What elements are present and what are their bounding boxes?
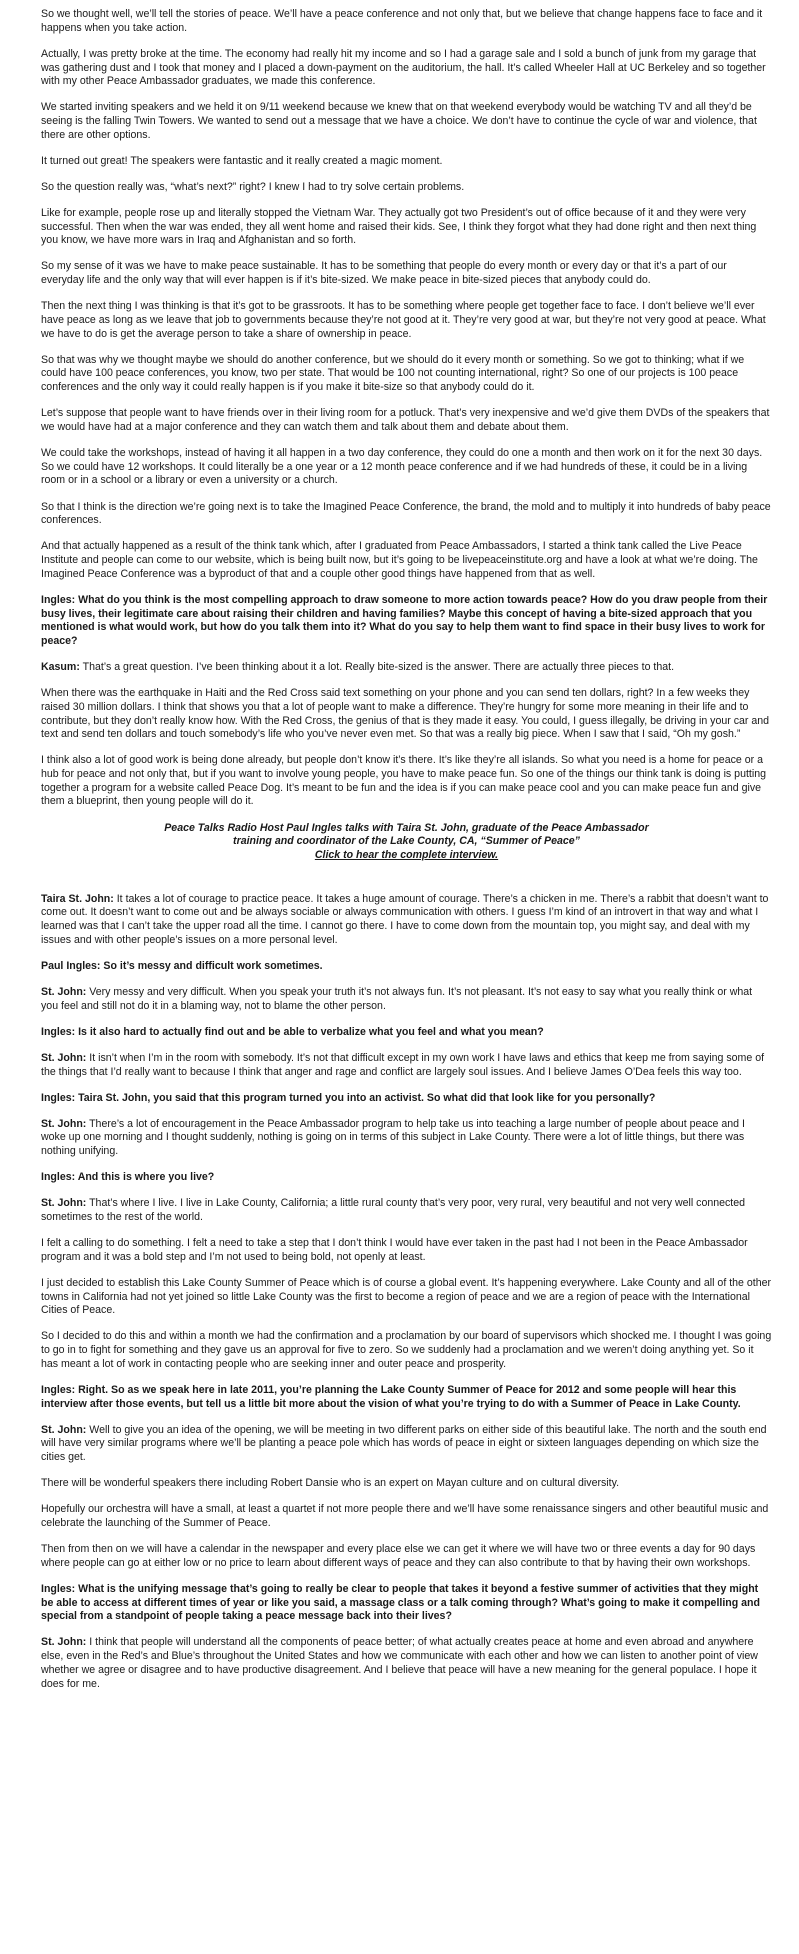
body-paragraph: So that I think is the direction we’re going next is to take the Imagined Peace Conference, the brand, the mold and to multiply it into hundreds of baby peace conferences. bbox=[41, 500, 771, 527]
answer-text: Then from then on we will have a calendar in the newspaper and every place else we can get it where we will have two or three events a day for 90 days where people can go at either low or no price to learn about different ways of peace and they can also contribute to that by having their own workshops. bbox=[41, 1543, 756, 1569]
caption-line-1: Peace Talks Radio Host Paul Ingles talks with Taira St. John, graduate of the Peace Ambassador bbox=[164, 821, 649, 834]
interviewer-question: Ingles: Taira St. John, you said that this program turned you into an activist. So what did that look like for you personally? bbox=[41, 1091, 656, 1104]
narrative-section bbox=[41, 8, 772, 581]
answer-paragraph bbox=[41, 986, 772, 1013]
speaker-label: St. John: bbox=[41, 1117, 87, 1130]
interview-caption bbox=[41, 822, 772, 863]
caption-line-2: training and coordinator of the Lake County, CA, “Summer of Peace” bbox=[233, 835, 580, 848]
interviewer-question: Ingles: What do you think is the most compelling approach to draw someone to more action towards peace? How do you draw people from their busy lives, their legitimate care about raising their children and having families? Maybe this concept of having a bite-sized approach that you mentioned is what would work, but how do you talk them into it? What do you say to help them want to find space in their busy lives to work for peace? bbox=[41, 593, 768, 647]
speaker-label: St. John: bbox=[41, 985, 87, 998]
speaker-label: St. John: bbox=[41, 1423, 87, 1436]
complete-interview-link[interactable]: Click to hear the complete interview. bbox=[314, 848, 499, 861]
answer-paragraph bbox=[41, 1197, 772, 1224]
answer-paragraph bbox=[41, 1237, 772, 1264]
answer-text: It isn’t when I’m in the room with somebody. It’s not that difficult except in my own work I have laws and ethics that keep me from saying some of the things that I’d really want to because I think that anger and rage and conflict are largely soul issues. And I believe James O’Dea feels this way too. bbox=[41, 1051, 765, 1078]
interviewer-question: Paul Ingles: So it’s messy and difficult work sometimes. bbox=[41, 959, 323, 972]
answer-text: That’s where I live. I live in Lake County, California; a little rural county that’s very poor, very rural, very beautiful and not very well connected sometimes to the rest of the world. bbox=[41, 1197, 746, 1224]
answer-paragraph bbox=[41, 1277, 772, 1318]
answer-text: I felt a calling to do something. I felt a need to take a step that I don’t think I would have ever taken in the past had I not been in the Peace Ambassador program and it was a bold step and I’m not used to being bold, not openly at least. bbox=[41, 1237, 748, 1263]
interviewer-question: Ingles: And this is where you live? bbox=[41, 1171, 215, 1184]
interviewer-question: Ingles: Right. So as we speak here in late 2011, you’re planning the Lake County Summer of Peace for 2012 and some people will hear this interview after those events, but tell us a little bit more about the vision of what you’re trying to do with a Summer of Peace in Lake County. bbox=[41, 1383, 741, 1410]
answer-text: I just decided to establish this Lake County Summer of Peace which is of course a global event. It’s happening everywhere. Lake County and all of the other towns in California had not yet joined so little Lake County was the first to become a region of peace and we are a region of peace with the International Cities of Peace. bbox=[41, 1276, 772, 1317]
speaker-label: St. John: bbox=[41, 1636, 87, 1649]
body-paragraph: We could take the workshops, instead of having it all happen in a two day conference, they could do one a month and then work on it for the next 30 days. So we could have 12 workshops. It could literally be a one year or a 12 month peace conference and if we had hundreds of these, it could be in a living room or in a school or a library or even a university or a church. bbox=[41, 447, 763, 487]
answer-text: Hopefully our orchestra will have a small, at least a quartet if not more people there and we’ll have some renaissance singers and other beautiful music and celebrate the launching of the Summer of Peace. bbox=[41, 1503, 769, 1530]
answer-text: There will be wonderful speakers there including Robert Dansie who is an expert on Mayan culture and on cultural diversity. bbox=[41, 1477, 620, 1490]
article-body bbox=[41, 0, 772, 1691]
answer-text: It takes a lot of courage to practice peace. It takes a huge amount of courage. There’s a chicken in me. There’s a rabbit that doesn’t want to come out. It doesn’t want to come out and be always sociable or always communication with others. I guess I’m kind of an introvert in that way and what I learned was that I can’t take the upper road all the time. I cannot go there. I have to come down from the mountain top, you might say, and deal with my issues and with other people’s issues on a more personal level. bbox=[41, 892, 769, 946]
body-paragraph: So the question really was, “what’s next?” right? I knew I had to try solve certain problems. bbox=[41, 180, 465, 193]
answer-paragraph bbox=[41, 1118, 772, 1159]
body-paragraph: It turned out great! The speakers were fantastic and it really created a magic moment. bbox=[41, 154, 443, 167]
body-paragraph: Actually, I was pretty broke at the time. The economy had really hit my income and so I had a garage sale and I sold a bunch of junk from my garage that was gathering dust and I took that money and I placed a down-payment on the auditorium, the hall. It’s called Wheeler Hall at UC Berkeley and so together with my other Peace Ambassador graduates, we made this conference. bbox=[41, 47, 766, 88]
speaker-label: Kasum: bbox=[41, 661, 80, 674]
body-paragraph: So my sense of it was we have to make peace sustainable. It has to be something that people do every month or every day or that it’s a part of our everyday life and the only way that will ever happen is if it’s bite-sized. We make peace in bite-sized pieces that anybody could do. bbox=[41, 260, 727, 287]
answer-paragraph bbox=[41, 661, 772, 675]
body-paragraph: When there was the earthquake in Haiti and the Red Cross said text something on your phone and you can send ten dollars, right? In a few weeks they raised 30 million dollars. I think that shows you that a lot of people want to make a difference. They’re hungry for some more meaning in their life and to contribute, but they don’t really know how. With the Red Cross, the genius of that is they made it easy. You could, I guess illegally, be driving in your car and text and send ten dollars and touch somebody’s life who you’ve never even met. So that was a really big piece. When I saw that I said, “Oh my gosh.” bbox=[41, 687, 770, 741]
answer-text: Well to give you an idea of the opening, we will be meeting in two different parks on either side of this beautiful lake. The north and the south end will have very similar programs where we’ll be planting a peace pole which has words of peace in eight or sixteen languages depending on which size the cities get. bbox=[41, 1423, 767, 1464]
answer-paragraph bbox=[41, 1424, 772, 1465]
answer-paragraph bbox=[41, 1052, 772, 1079]
body-paragraph: So we thought well, we’ll tell the stories of peace. We’ll have a peace conference and not only that, but we believe that change happens face to face and it happens when you take action. bbox=[41, 8, 763, 34]
answer-text: Very messy and very difficult. When you speak your truth it’s not always fun. It’s not pleasant. It’s not easy to say what you really think or what you feel and still not do it in a blaming way, not to blame the other person. bbox=[41, 985, 753, 1012]
interviewer-question: Ingles: Is it also hard to actually find out and be able to verbalize what you feel and what you mean? bbox=[41, 1025, 544, 1038]
answer-text: I think that people will understand all the components of peace better; of what actually creates peace at home and even abroad and anywhere else, even in the Red’s and Blue’s throughout the United States and how we communicate with each other and how we can listen to another point of view whether we agree or disagree and to have productive disagreement. And I believe that peace will have a new meaning for the general populace. I hope it does for me. bbox=[41, 1636, 758, 1690]
answer-paragraph bbox=[41, 1477, 772, 1491]
answer-paragraph bbox=[41, 1636, 772, 1691]
narrative-section-2 bbox=[41, 687, 772, 809]
body-paragraph: Then the next thing I was thinking is that it’s got to be grassroots. It has to be something where people get together face to face. I don’t believe we’ll ever have peace as long as we leave that job to governments because they’re not good at it. They’re very good at war, but they’re not very good at peace. What we have to do is get the average person to take a share of ownership in peace. bbox=[41, 300, 766, 340]
answer-text: That’s a great question. I’ve been thinking about it a lot. Really bite-sized is the answer. There are actually three pieces to that. bbox=[79, 661, 675, 674]
body-paragraph: I think also a lot of good work is being done already, but people don’t know it’s there. It’s like they’re all islands. So what you need is a home for peace or a hub for peace and not only that, but if you want to involve young people, you have to make peace fun. So one of the things our think tank is doing is putting together a program for a website called Peace Dog. It’s meant to be fun and the idea is if you can make peace cool and you can make peace fun and give them a blueprint, then young people will do it. bbox=[41, 754, 766, 808]
speaker-label: Taira St. John: bbox=[41, 892, 114, 905]
speaker-label: St. John: bbox=[41, 1051, 87, 1064]
body-paragraph: And that actually happened as a result of the think tank which, after I graduated from Peace Ambassadors, I started a think tank called the Live Peace Institute and people can come to our website, which is being built now, but it’s going to be livepeaceinstitute.org and have a look at what we’re doing. The Imagined Peace Conference was a byproduct of that and a couple other good things have happened from that as well. bbox=[41, 540, 758, 580]
answer-paragraph bbox=[41, 893, 772, 948]
answer-paragraph bbox=[41, 1543, 772, 1570]
body-paragraph: We started inviting speakers and we held it on 9/11 weekend because we knew that on that weekend everybody would be watching TV and all they’d be seeing is the falling Twin Towers. We wanted to send out a message that we have a choice. We don’t have to continue the cycle of war and violence, that there are other options. bbox=[41, 101, 757, 141]
answer-text: There’s a lot of encouragement in the Peace Ambassador program to help take us into teaching a large number of people about peace and I woke up one morning and I thought suddenly, nothing is going on in terms of this subject in Lake County. There were a lot of little things, but there was nothing unifying. bbox=[41, 1117, 745, 1158]
answer-paragraph bbox=[41, 1330, 772, 1371]
answer-paragraph bbox=[41, 1503, 772, 1530]
speaker-label: St. John: bbox=[41, 1197, 87, 1210]
body-paragraph: Let’s suppose that people want to have friends over in their living room for a potluck. That’s very inexpensive and we’d give them DVDs of the speakers that we would have had at a major conference and they can watch them and talk about them and debate about them. bbox=[41, 407, 770, 433]
body-paragraph: So that was why we thought maybe we should do another conference, but we should do it every month or something. So we got to thinking; what if we could have 100 peace conferences, you know, two per state. That would be 100 not counting international, right? So one of our projects is 100 peace conferences and the only way it could really happen is if you make it bite-size so that anybody could do it. bbox=[41, 353, 745, 394]
answer-text: So I decided to do this and within a month we had the confirmation and a proclamation by our board of supervisors which shocked me. I thought I was going to go in to fight for something and they gave us an approval for five to zero. So we suddenly had a proclamation and we weren’t doing anything yet. So it has meant a lot of work in contacting people who are seeking inner and outer peace and prosperity. bbox=[41, 1330, 772, 1370]
interviewer-question: Ingles: What is the unifying message that’s going to really be clear to people that takes it beyond a festive summer of activities that they might be able to access at different times of year or like you said, a massage class or a talk coming through? What’s going to make it compelling and special from a standpoint of people taking a peace message back into their lives? bbox=[41, 1582, 760, 1623]
interview-transcript bbox=[41, 893, 772, 1692]
body-paragraph: Like for example, people rose up and literally stopped the Vietnam War. They actually got two President’s out of office because of it and they were very successful. Then when the war was ended, they all went home and raised their kids. See, I think they forgot what they had done right and then next thing you know, we have more wars in Iraq and Afghanistan and so forth. bbox=[41, 206, 757, 247]
